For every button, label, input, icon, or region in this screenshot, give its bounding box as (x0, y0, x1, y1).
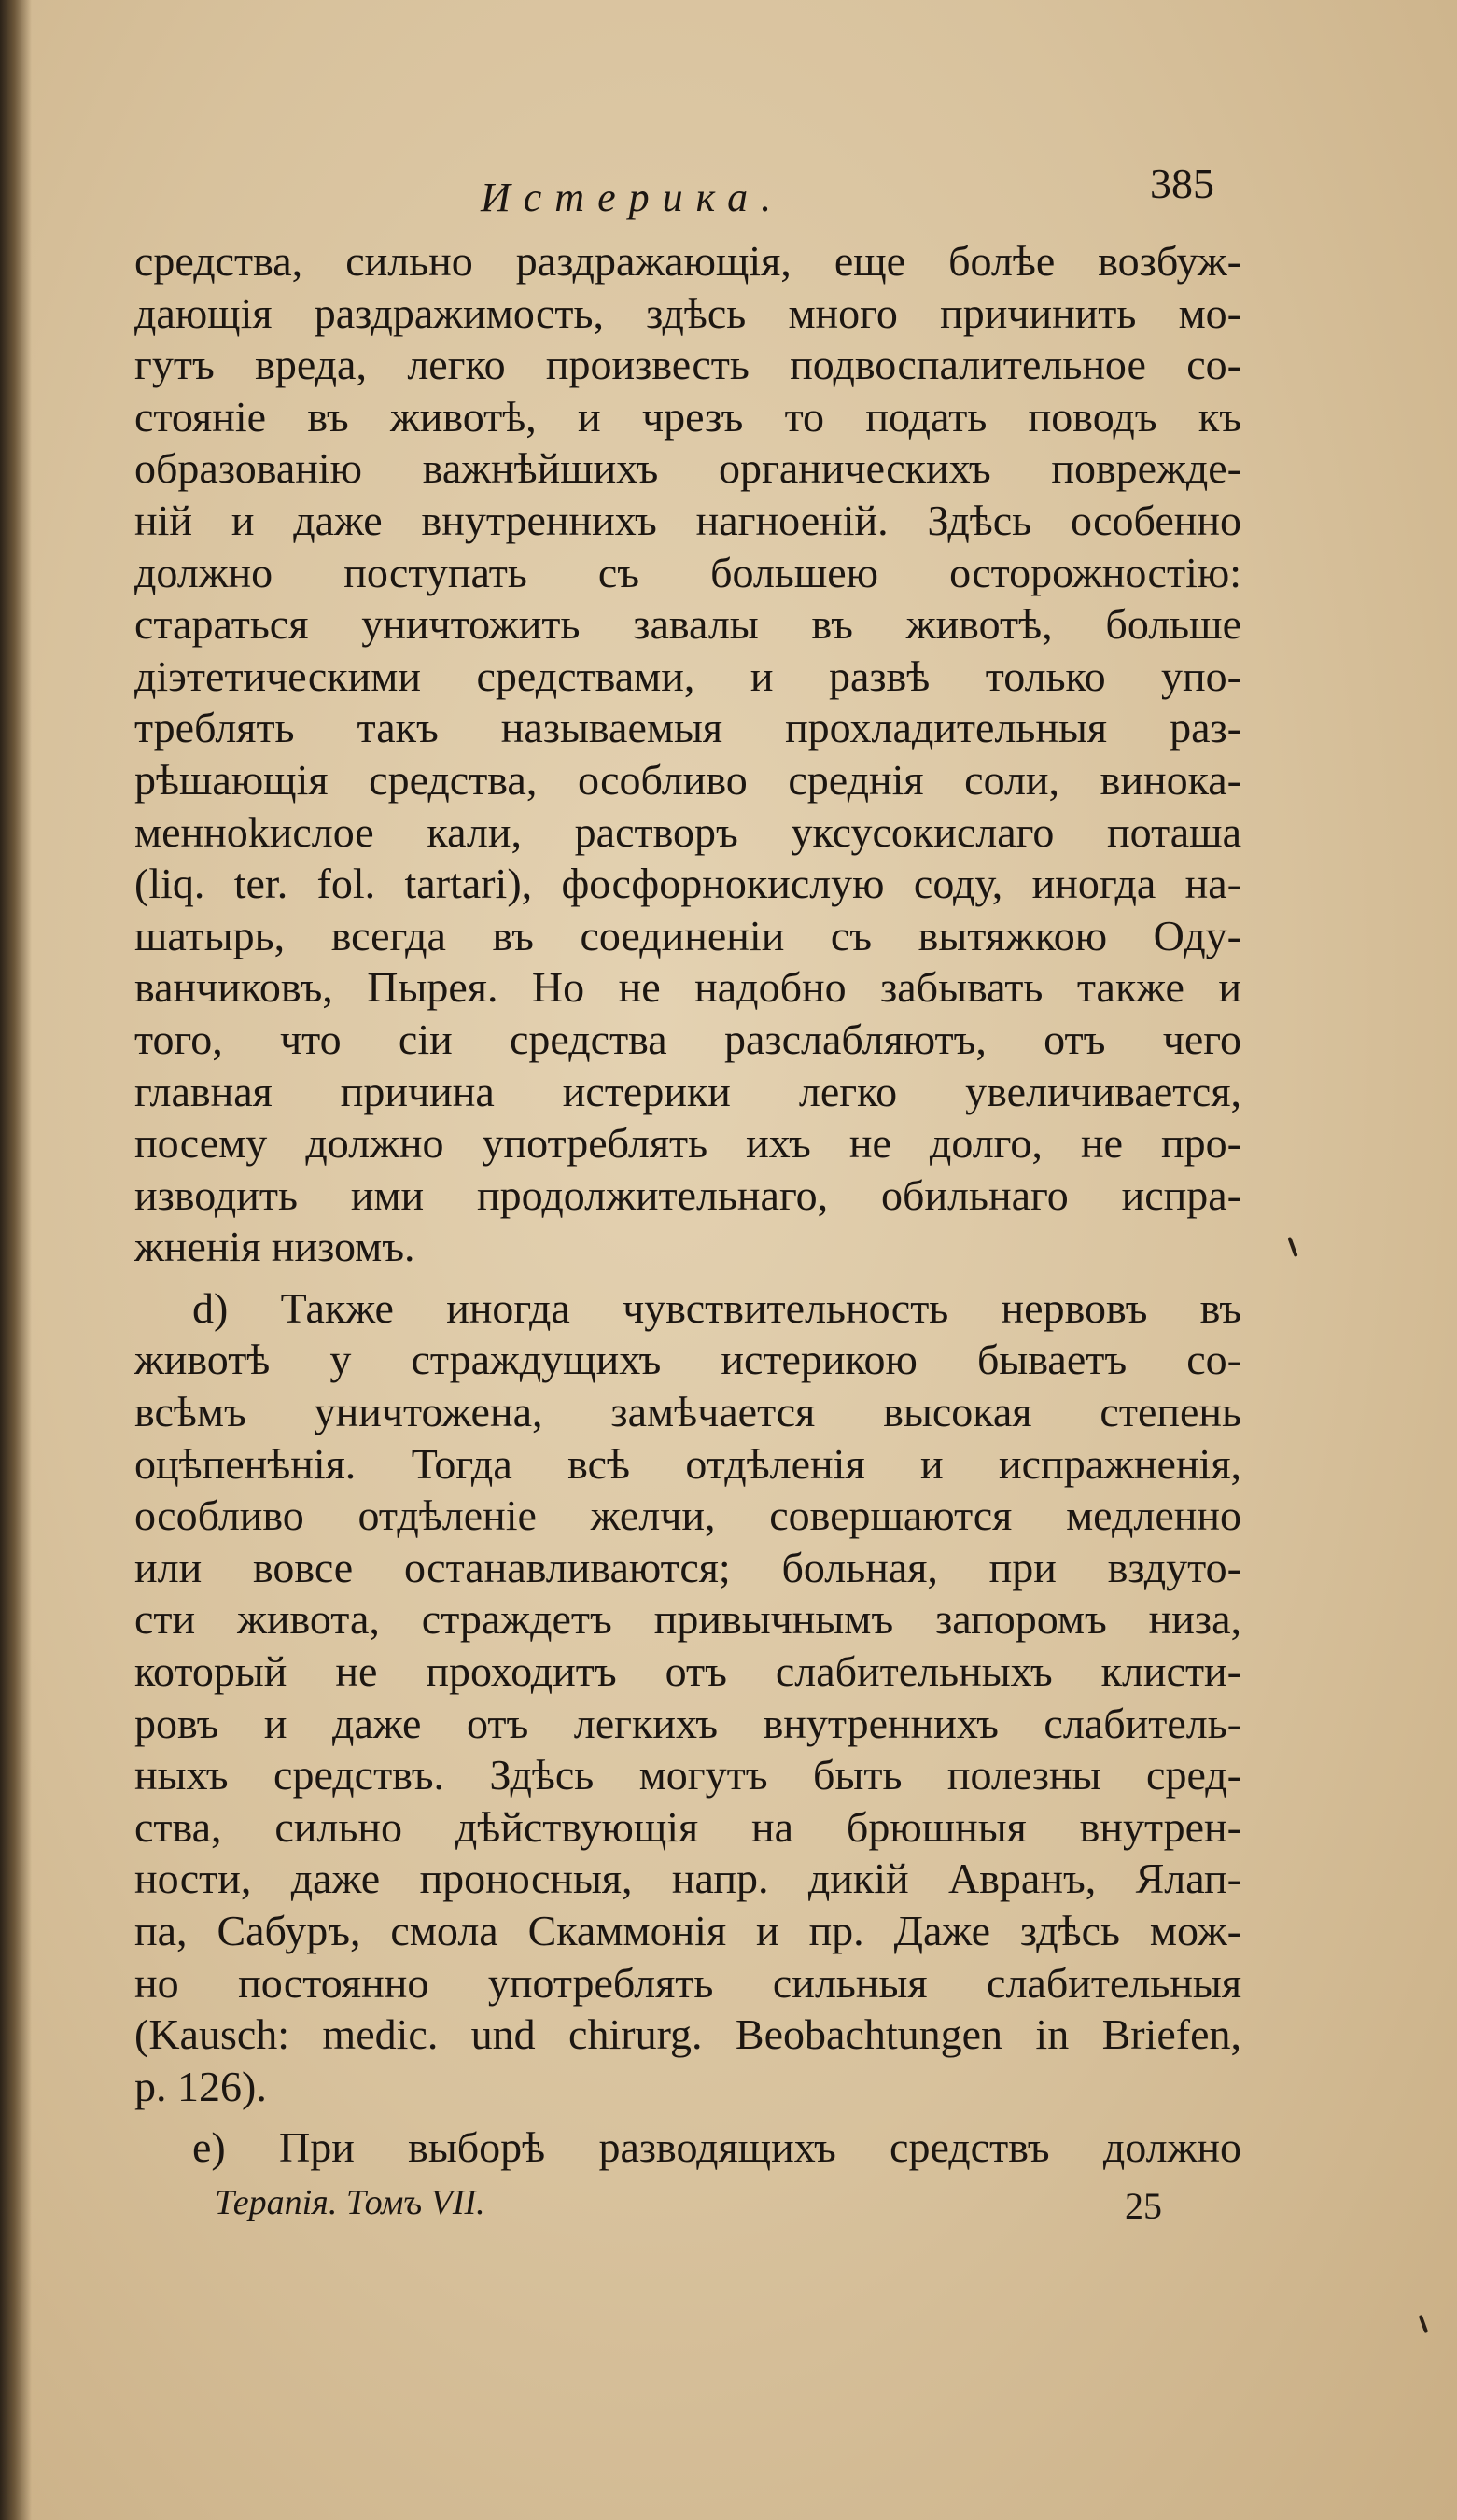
text-line: сти живота, страждетъ привычнымъ запоромъ низа, (134, 1595, 1241, 1644)
page-header (0, 159, 1457, 224)
text-line: животѣ у страждущихъ истерикою бываетъ со- (134, 1336, 1241, 1384)
paragraph-gap (134, 1273, 1241, 1282)
text-line: гутъ вреда, легко произвесть подвоспалительное со- (134, 341, 1241, 389)
text-line: оцѣпенѣнія. Тогда всѣ отдѣленія и испражненія, (134, 1439, 1241, 1488)
text-line: ности, даже проносныя, напр. дикій Авранъ, Ялап- (134, 1855, 1241, 1903)
text-line: который не проходитъ отъ слабительныхъ клисти- (134, 1647, 1241, 1696)
text-line: ства, сильно дѣйствующія на брюшныя внутрен- (134, 1802, 1241, 1851)
running-title: Истерика. (481, 175, 785, 220)
text-line: стояніе въ животѣ, и чрезъ то подать поводъ къ (134, 392, 1241, 441)
text-line: но постоянно употреблять сильныя слабительныя (134, 1958, 1241, 2007)
text-line: (liq. ter. fol. tartari), фосфорнокислую соду, иногда на- (134, 860, 1241, 908)
text-line: менноkислое кали, растворъ уксусокислаго поташа (134, 807, 1241, 856)
text-line: того, что сіи средства разслабляютъ, отъ чего (134, 1015, 1241, 1063)
text-line: стараться уничтожить завалы въ животѣ, больше (134, 600, 1241, 649)
page-footer (0, 2182, 1457, 2238)
text-line: p. 126). (134, 2062, 267, 2110)
text-line: всѣмъ уничтожена, замѣчается высокая степень (134, 1388, 1241, 1436)
text-line: или вовсе останавливаются; больная, при вздуто- (134, 1543, 1241, 1591)
text-line: посему должно употреблять ихъ не долго, не про- (134, 1119, 1241, 1168)
text-line: жненія низомъ. (134, 1223, 415, 1271)
body-text (134, 235, 1241, 2174)
text-line: дающія раздражимость, здѣсь много причинить мо- (134, 288, 1241, 337)
text-line: d) Также иногда чувствительность нервовъ въ (192, 1283, 1241, 1332)
text-line: ванчиковъ, Пырея. Но не надобно забывать также и (134, 963, 1241, 1012)
page-number: 385 (1150, 160, 1214, 207)
binding-shadow (0, 0, 32, 2520)
paragraph-gap (134, 2112, 1241, 2121)
text-line: треблять такъ называемыя прохладительныя раз- (134, 704, 1241, 752)
text-line: ній и даже внутреннихъ нагноеній. Здѣсь особенно (134, 496, 1241, 544)
text-line: ныхъ средствъ. Здѣсь могутъ быть полезны сред- (134, 1751, 1241, 1799)
text-line: особливо отдѣленіе желчи, совершаются медленно (134, 1491, 1241, 1540)
text-line: e) При выборѣ разводящихъ средствъ должно (192, 2123, 1241, 2172)
text-line: ровъ и даже отъ легкихъ внутреннихъ слабитель- (134, 1699, 1241, 1747)
text-line: главная причина истерики легко увеличивается, (134, 1067, 1241, 1115)
ink-speck (1419, 2315, 1429, 2333)
text-line: должно поступать съ большею осторожностію: (134, 548, 1241, 596)
signature-mark: Терапія. Томъ VII. (215, 2183, 485, 2222)
text-line: діэтетическими средствами, и развѣ только упо- (134, 651, 1241, 700)
text-line: изводить ими продолжительнаго, обильнаго испра- (134, 1170, 1241, 1219)
text-line: (Kausch: medic. und chirurg. Beobachtungen in Briefen, (134, 2010, 1241, 2059)
text-line: шатырь, всегда въ соединеніи съ вытяжкою Оду- (134, 911, 1241, 959)
text-line: образованію важнѣйшихъ органическихъ поврежде- (134, 444, 1241, 493)
text-line: па, Сабуръ, смола Скаммонія и пр. Даже здѣсь мож- (134, 1907, 1241, 1954)
ink-speck (1287, 1237, 1297, 1257)
text-line: средства, сильно раздражающія, еще болѣе возбуж- (134, 237, 1241, 285)
text-line: рѣшающія средства, особливо среднія соли, винока- (134, 755, 1241, 804)
signature-number: 25 (1125, 2185, 1162, 2227)
